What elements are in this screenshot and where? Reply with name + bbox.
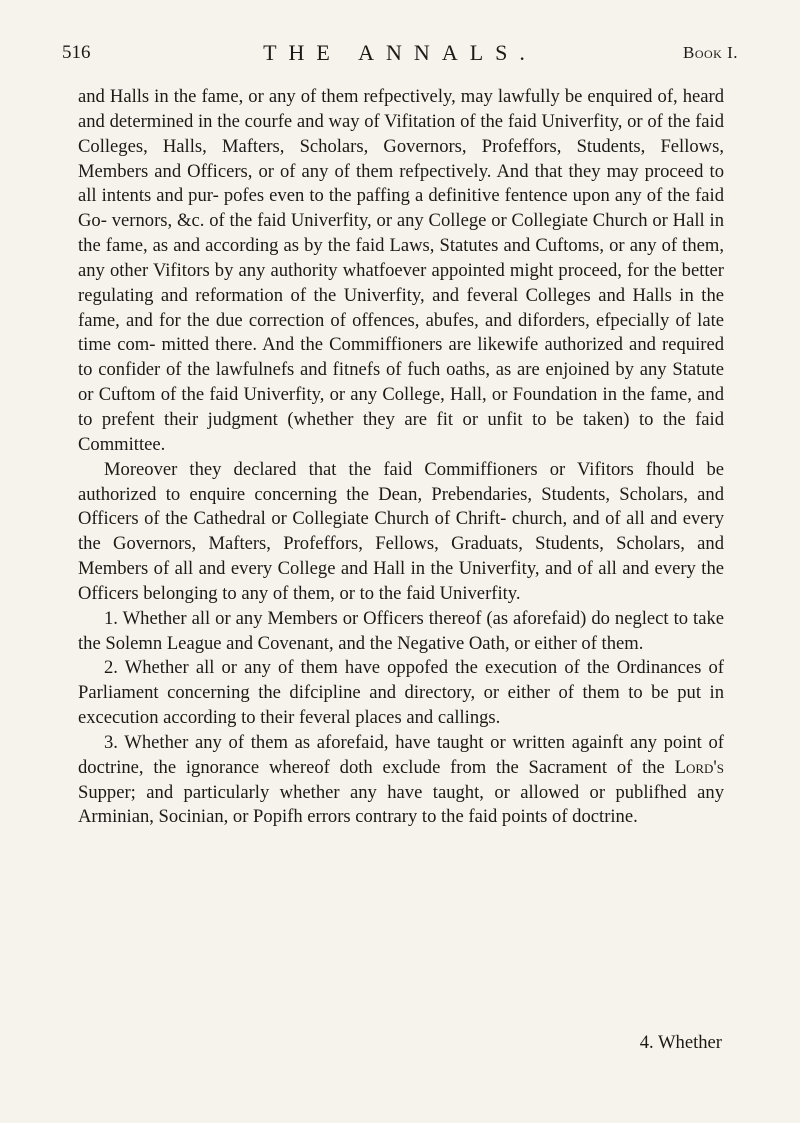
running-header	[62, 36, 738, 70]
item-1: 1. Whether all or any Members or Officers thereof (as aforefaid) do neglect to take the Solemn League and Covenant, and the Negative Oath, or either of them.	[78, 607, 724, 654]
catchword: 4. Whether	[639, 1032, 722, 1053]
item-3-text-before: 3. Whether any of them as aforefaid, have taught or written againft any point of doctrine, the ignorance whereof doth exclude from the Sacrament of the	[78, 731, 724, 778]
page-number: 516	[62, 42, 91, 63]
item-3	[78, 731, 724, 830]
item-3-text-after: Supper; and particularly whether any have taught, or allowed or publifhed any Arminian, Socinian, or Popifh errors contrary to the faid points of doctrine.	[78, 781, 724, 828]
lords-smallcaps: Lord's	[674, 756, 724, 778]
running-title: THE ANNALS.	[263, 40, 537, 65]
body-text	[78, 85, 724, 830]
book-label: Book I.	[683, 43, 738, 62]
item-2: 2. Whether all or any of them have oppofed the execution of the Ordinances of Parliament concerning the difcipline and directory, or either of them to be put in excecution according to their feveral places and callings.	[78, 657, 724, 729]
paragraph-1: and Halls in the fame, or any of them refpectively, may lawfully be enquired of, heard and determined in the courfe and way of Vifitation of the faid Univerfity, or of the faid Colleges, Halls, Mafters, Scholars, Governors, Profeffors, Students, Fellows, Members and Officers, or of any of them refpectively. And that they may proceed to all intents and pur- pofes even to the paffing a definitive fentence upon any of the faid Go- vernors, &c. of the faid Univerfity, or any College or Collegiate Church or Hall in the fame, as and according as by the faid Laws, Statutes and Cuftoms, or any of them, any other Vifitors by any authority whatfoever appointed might proceed, for the better regulating and reformation of the Univerfity, and feveral Colleges and Halls in the fame, and for the due correction of offences, abufes, and diforders, efpecially of late time com- mitted there. And the Commiffioners are likewife authorized and required to confider of the lawfulnefs and fitnefs of fuch oaths, as are enjoined by any Statute or Cuftom of the faid Univerfity, or any College, Hall, or Foundation in the fame, and to prefent their judgment (whether they are fit or unfit to be taken) to the faid Committee.	[78, 86, 724, 455]
paragraph-2: Moreover they declared that the faid Commiffioners or Vifitors fhould be authorized to enquire concerning the Dean, Prebendaries, Students, Scholars, and Officers of the Cathedral or Collegiate Church of Chrift- church, and of all and every the Governors, Mafters, Profeffors, Fellows, Graduats, Students, Scholars, and Members of all and every College and Hall in the Univerfity, and of all and every the Officers belonging to any of them, or to the faid Univerfity.	[78, 458, 724, 604]
